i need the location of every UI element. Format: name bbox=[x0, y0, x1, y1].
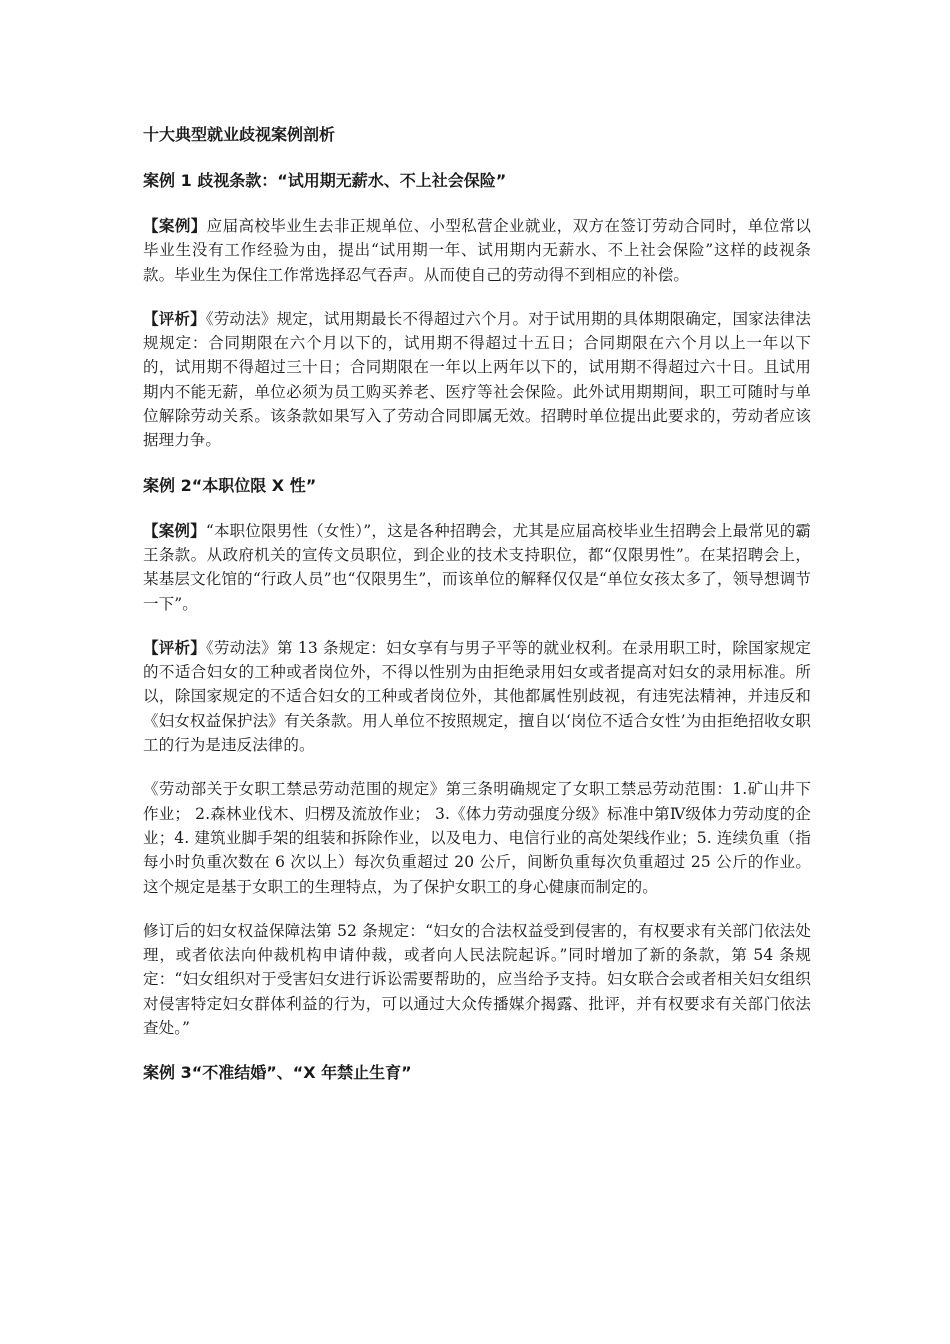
paragraph-text: 《劳动部关于女职工禁忌劳动范围的规定》第三条明确规定了女职工禁忌劳动范围：1.矿山井下作业； 2.森林业伐木、归楞及流放作业； 3.《体力劳动强度分级》标准中第Ⅳ级体力劳动度的企业；4. 建筑业脚手架的组装和拆除作业，以及电力、电信行业的高处架线作业；5. 连续负重（指每小时负重次数在 6 次以上）每次负重超过 20 公斤，间断负重每次负重超过 25 公斤的作业。这个规定是基于女职工的生理特点，为了保护女职工的身心健康而制定的。 bbox=[143, 780, 811, 896]
document-page bbox=[143, 122, 811, 1106]
document-title: 十大典型就业歧视案例剖析 bbox=[143, 125, 336, 144]
case-heading: 案例 2“本职位限 X 性” bbox=[143, 475, 317, 495]
case-heading: 案例 1 歧视条款：“试用期无薪水、不上社会保险” bbox=[143, 171, 507, 190]
analysis-paragraph bbox=[143, 307, 811, 453]
case-section-2 bbox=[143, 473, 811, 1041]
paragraph-tag: 【案例】 bbox=[143, 216, 207, 235]
paragraph-text: 《劳动法》第 13 条规定：妇女享有与男子平等的就业权利。在录用职工时，除国家规定的不适合妇女的工种或者岗位外，不得以性别为由拒绝录用妇女或者提高对妇女的录用标准。所以，除国家规定的不适合妇女的工种或者岗位外，其他都属性别歧视，有违宪法精神，并违反和《妇女权益保护法》有关条款。用人单位不按照规定，擅自以‘岗位不适合女性’为由拒绝招收女职工的行为是违反法律的。 bbox=[143, 638, 811, 755]
case-section-1 bbox=[143, 168, 811, 453]
case-paragraph bbox=[143, 519, 811, 616]
paragraph-tag: 【评析】 bbox=[143, 637, 206, 657]
paragraph-text: 《劳动法》规定，试用期最长不得超过六个月。对于试用期的具体期限确定，国家法律法规规定：合同期限在六个月以下的，试用期不得超过十五日；合同期限在六个月以上一年以下的，试用期不得超过三十日；合同期限在一年以上两年以下的，试用期不得超过六十日。且试用期内不能无薪，单位必须为员工购买养老、医疗等社会保险。此外试用期期间，职工可随时与单位解除劳动关系。该条款如果写入了劳动合同即属无效。招聘时单位提出此要求的，劳动者应该据理力争。 bbox=[143, 309, 811, 450]
regulation-paragraph bbox=[143, 777, 811, 898]
paragraph-tag: 【案例】 bbox=[143, 520, 206, 540]
paragraph-tag: 【评析】 bbox=[143, 308, 206, 328]
paragraph-text: 修订后的妇女权益保障法第 52 条规定：“妇女的合法权益受到侵害的，有权要求有关部门依法处理，或者依法向仲裁机构申请仲裁，或者向人民法院起诉。”同时增加了新的条款，第 54 条规定：“妇女组织对于受害妇女进行诉讼需要帮助的，应当给予支持。妇女联合会或者相关妇女组织对侵害特定妇女群体利益的行为，可以通过大众传播媒介揭露、批评，并有权要求有关部门依法查处。” bbox=[143, 921, 811, 1038]
analysis-paragraph bbox=[143, 636, 811, 757]
law-paragraph bbox=[143, 919, 811, 1040]
paragraph-text: 应届高校毕业生去非正规单位、小型私营企业就业，双方在签订劳动合同时，单位常以毕业生没有工作经验为由，提出“试用期一年、试用期内无薪水、不上社会保险”这样的歧视条款。毕业生为保住工作常选择忍气吞声。从而使自己的劳动得不到相应的补偿。 bbox=[143, 217, 811, 284]
case-heading: 案例 3“不准结婚”、“X 年禁止生育” bbox=[143, 1063, 412, 1083]
case-section-3 bbox=[143, 1060, 811, 1086]
paragraph-text: “本职位限男性（女性）”，这是各种招聘会，尤其是应届高校毕业生招聘会上最常见的霸王条款。从政府机关的宣传文员职位，到企业的技术支持职位，都“仅限男性”。在某招聘会上，某基层文化馆的“行政人员”也“仅限男生”，而该单位的解释仅仅是“单位女孩太多了，领导想调节一下”。 bbox=[143, 521, 811, 613]
case-paragraph bbox=[143, 214, 811, 287]
